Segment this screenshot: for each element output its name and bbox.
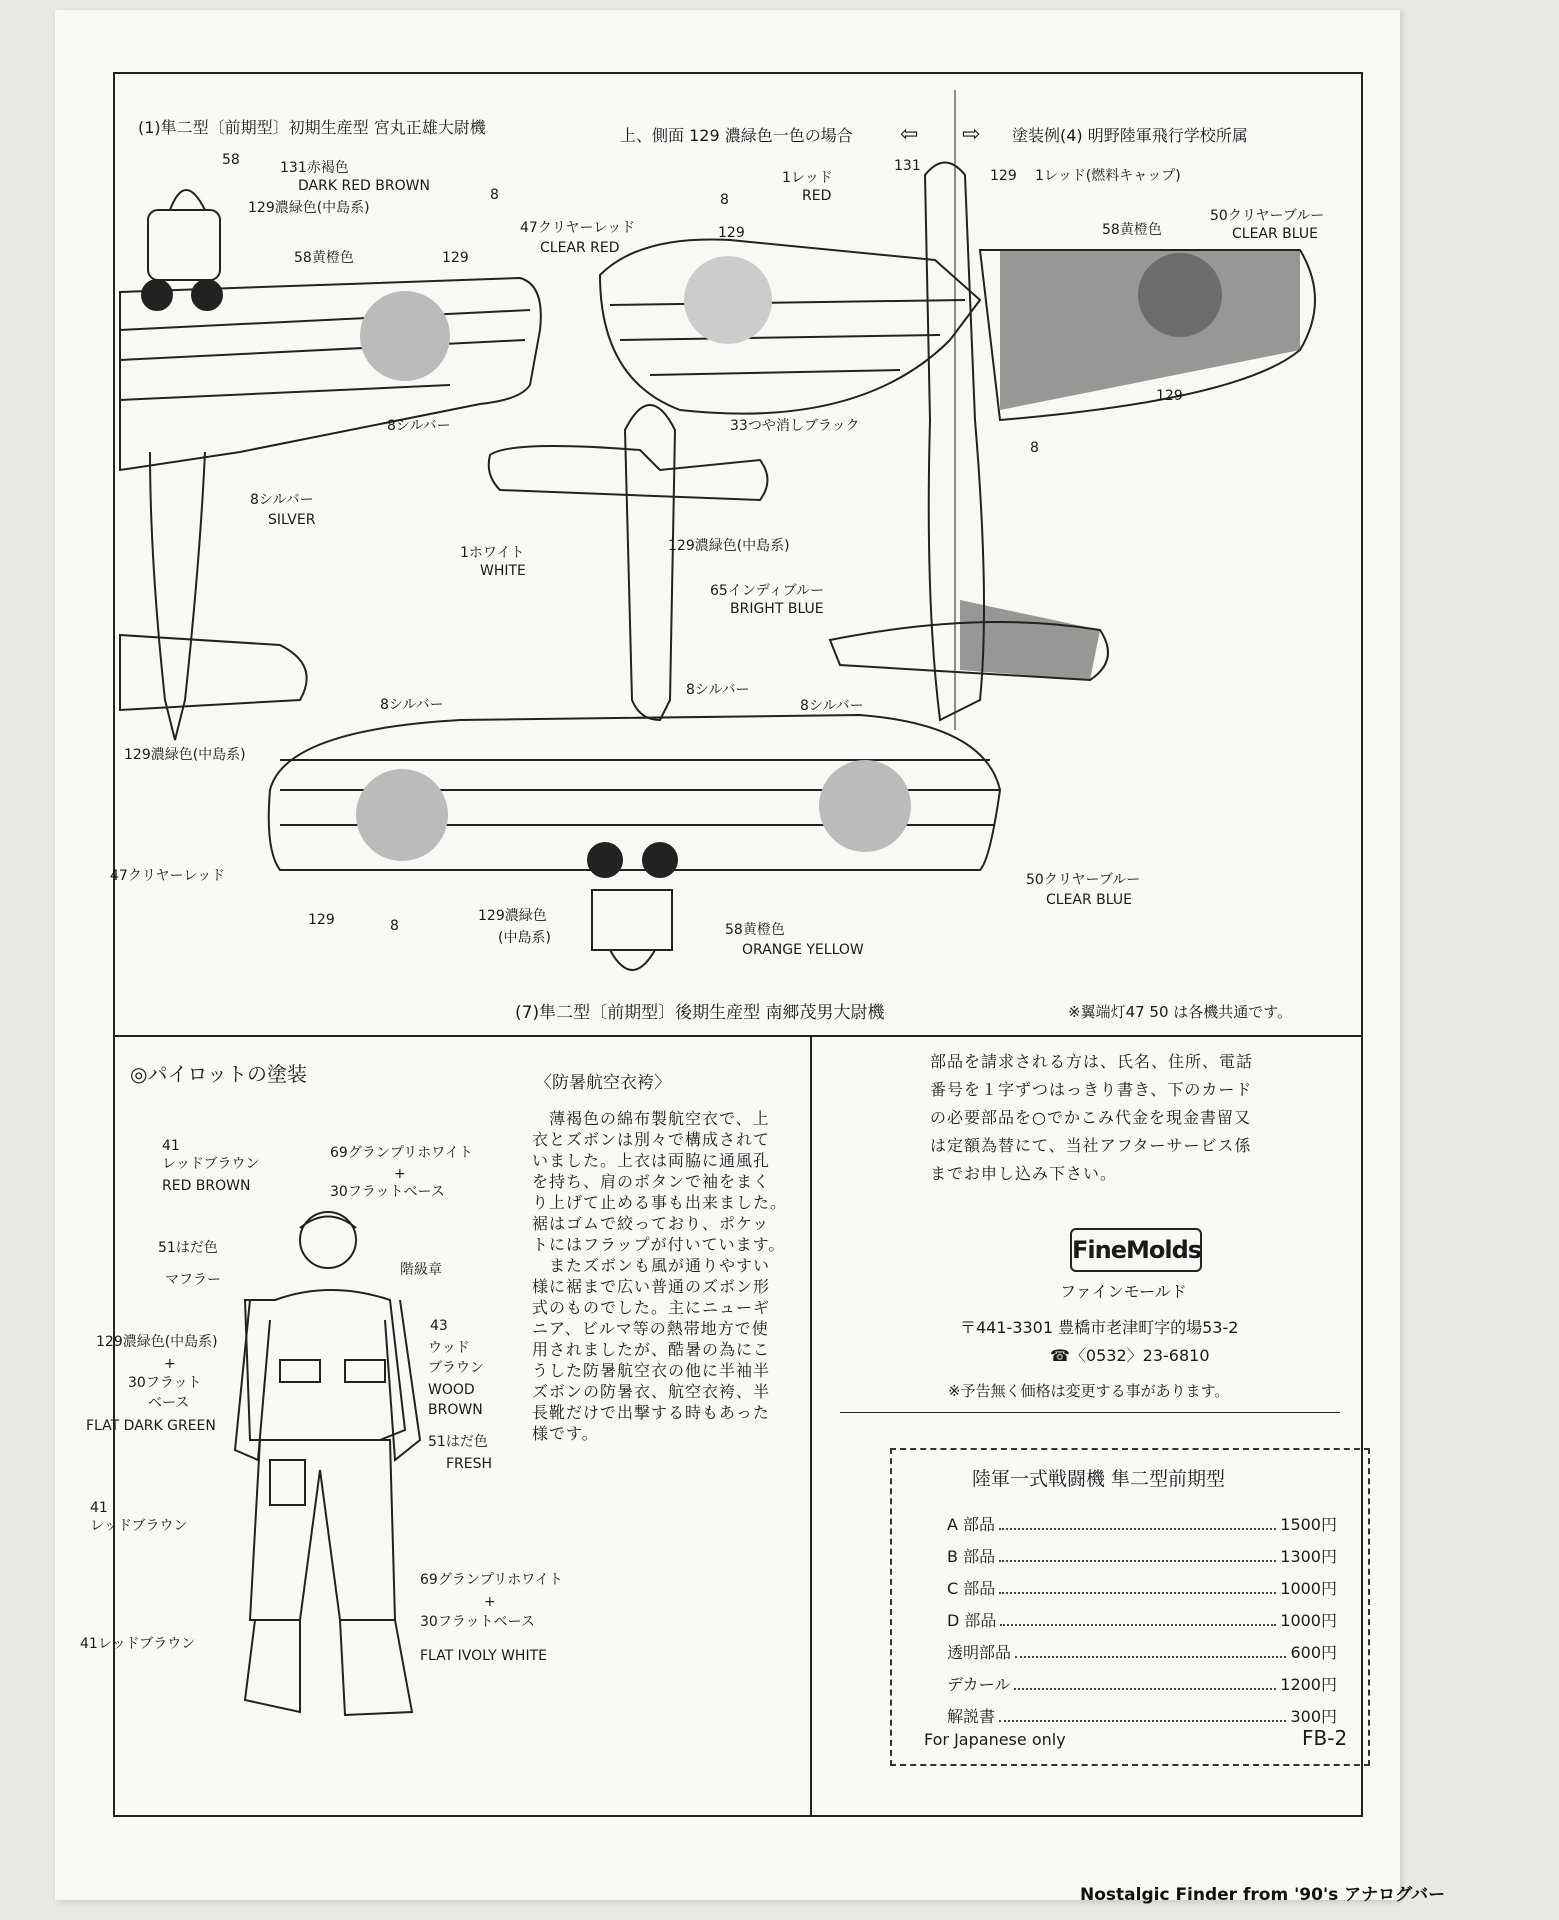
color-callout: ORANGE YELLOW: [742, 942, 864, 958]
price-item-price: 1000円: [1280, 1579, 1337, 1598]
color-callout: 129: [990, 168, 1017, 184]
pilot-color-label: +: [484, 1594, 496, 1610]
header-left-title: (1)隼二型〔前期型〕初期生産型 宮丸正雄大尉機: [138, 118, 486, 137]
price-row: [947, 1608, 1337, 1631]
leader-dots: [999, 1544, 1276, 1562]
summer-suit-line: 長靴だけで出撃する時もあった: [532, 1403, 770, 1422]
pilot-color-label: BROWN: [428, 1402, 483, 1418]
color-callout: 58: [222, 152, 240, 168]
wing-top-left: [120, 278, 541, 470]
summer-suit-line: 式のものでした。主にニューギ: [532, 1298, 771, 1317]
roundel-top-center: [684, 256, 772, 344]
color-callout: SILVER: [268, 512, 316, 528]
price-item-price: 1300円: [1280, 1547, 1337, 1566]
pilot-section-title: ◎パイロットの塗装: [130, 1062, 308, 1086]
color-callout: 1レッド(燃料キャップ): [1035, 168, 1181, 184]
price-item-price: 1000円: [1280, 1611, 1337, 1630]
color-callout: CLEAR RED: [540, 240, 620, 256]
color-callout: 47クリヤーレッド: [520, 220, 636, 236]
leader-dots: [1014, 1672, 1276, 1690]
summer-suit-line: を持ち、肩のボタンで袖をまく: [532, 1172, 771, 1191]
company-phone: ☎〈0532〉23-6810: [1050, 1346, 1210, 1365]
pilot-color-label: 69グランプリホワイト: [330, 1145, 473, 1161]
summer-suit-line: 衣とズボンは別々で構成されて: [532, 1130, 771, 1149]
pilot-color-label: 30フラットベース: [330, 1184, 445, 1200]
header-center-note: 上、側面 129 濃緑色一色の場合: [620, 126, 853, 145]
color-callout: 131: [894, 158, 921, 174]
price-row: [947, 1576, 1337, 1599]
color-callout: 129濃緑色(中島系): [124, 747, 246, 763]
summer-suit-title: 〈防暑航空衣袴〉: [535, 1073, 671, 1093]
pilot-figure: [235, 1212, 420, 1715]
company-name: ファインモールド: [1060, 1282, 1187, 1301]
color-callout: 1ホワイト: [460, 545, 525, 561]
price-item-name: 解説書: [947, 1707, 996, 1726]
color-callout: 8シルバー: [380, 697, 444, 713]
color-callout: 8: [490, 187, 499, 203]
price-card-footer-left: For Japanese only: [924, 1730, 1066, 1749]
summer-suit-line: うした防暑航空衣の他に半袖半: [532, 1361, 771, 1380]
order-line: は定額為替にて、当社アフターサービス係: [930, 1136, 1252, 1155]
leader-dots: [1015, 1640, 1286, 1658]
color-callout: 33つや消しブラック: [730, 418, 860, 434]
price-notice: ※予告無く価格は変更する事があります。: [948, 1382, 1230, 1400]
color-callout: BRIGHT BLUE: [730, 601, 824, 617]
pilot-color-label: FLAT IVOLY WHITE: [420, 1648, 547, 1664]
arrow-left-icon: ⇦: [900, 122, 919, 147]
watermark: Nostalgic Finder from '90's アナログバー: [1080, 1885, 1446, 1905]
price-item-price: 300円: [1290, 1707, 1337, 1726]
color-callout: CLEAR BLUE: [1232, 226, 1318, 242]
color-callout: 8: [390, 918, 399, 934]
color-callout: 50クリヤーブルー: [1026, 872, 1141, 888]
roundel-bottom-right: [819, 760, 911, 852]
pilot-color-label: 51はだ色: [158, 1240, 218, 1256]
summer-suit-line: 用されましたが、酷暑の為にこ: [532, 1340, 771, 1359]
wing-top-center: [600, 239, 980, 413]
pilot-color-label: 41: [162, 1138, 180, 1154]
color-callout: 8シルバー: [250, 492, 314, 508]
order-line: 部品を請求される方は、氏名、住所、電話: [930, 1052, 1254, 1071]
pilot-color-label: +: [394, 1166, 406, 1182]
pilot-color-label: レッドブラウン: [90, 1518, 188, 1534]
engine-bottom: [592, 890, 672, 950]
price-item-name: C 部品: [947, 1579, 996, 1598]
color-callout: (中島系): [498, 930, 551, 946]
color-callout: 129濃緑色(中島系): [668, 538, 790, 554]
color-callout: 8シルバー: [387, 418, 451, 434]
finemolds-logo: FineMolds: [1070, 1228, 1202, 1272]
fuselage-top-view: [625, 405, 675, 720]
pilot-color-label: 30フラット: [128, 1375, 202, 1391]
order-line: 番号を１字ずつはっきり書き、下のカード: [930, 1080, 1253, 1099]
pilot-color-label: 129濃緑色(中島系): [96, 1334, 218, 1350]
pilot-color-label: 43: [430, 1318, 448, 1334]
summer-suit-line: トにはフラップが付いています。: [532, 1235, 786, 1254]
pilot-color-label: WOOD: [428, 1382, 475, 1398]
color-callout: 8: [1030, 440, 1039, 456]
pilot-color-label: RED BROWN: [162, 1178, 251, 1194]
color-callout: 129: [718, 225, 745, 241]
color-callout: 58黄橙色: [725, 922, 785, 938]
order-line: の必要部品を○でかこみ代金を現金書留又: [930, 1108, 1251, 1127]
pilot-color-label: FRESH: [446, 1456, 493, 1472]
header-right-title: 塗装例(4) 明野陸軍飛行学校所属: [1012, 126, 1248, 145]
summer-suit-line: 様です。: [532, 1424, 599, 1443]
price-item-name: B 部品: [947, 1547, 996, 1566]
leader-dots: [1000, 1608, 1276, 1626]
color-callout: WHITE: [480, 563, 526, 579]
price-item-name: A 部品: [947, 1515, 996, 1534]
pilot-color-label: 41レッドブラウン: [80, 1636, 196, 1652]
leader-dots: [999, 1576, 1276, 1594]
color-callout: 47クリヤーレッド: [110, 868, 226, 884]
summer-suit-line: 様に裾まで広い普通のズボン形: [532, 1277, 771, 1296]
pilot-color-label: 30フラットベース: [420, 1614, 535, 1630]
summer-suit-line: 裾はゴムで絞っており、ポケッ: [532, 1214, 770, 1233]
pilot-color-label: +: [164, 1356, 176, 1372]
price-item-price: 1200円: [1280, 1675, 1337, 1694]
pilot-color-label: ベース: [148, 1395, 190, 1411]
summer-suit-text: [532, 1108, 832, 1444]
summer-suit-line: り上げて止める事も出来ました。: [532, 1193, 788, 1212]
pilot-color-label: FLAT DARK GREEN: [86, 1418, 216, 1434]
summer-suit-line: 薄褐色の綿布製航空衣で、上: [532, 1109, 770, 1128]
bottom-caption-left: (7)隼二型〔前期型〕後期生産型 南郷茂男大尉機: [515, 1003, 885, 1023]
price-row: [947, 1640, 1337, 1663]
tailplane-top: [489, 446, 768, 500]
pilot-color-label: レッドブラウン: [162, 1156, 260, 1172]
summer-suit-line: ニア、ビルマ等の熱帯地方で使: [532, 1319, 769, 1338]
price-card-footer-right: FB-2: [1302, 1726, 1348, 1750]
color-callout: 129: [308, 912, 335, 928]
color-callout: CLEAR BLUE: [1046, 892, 1132, 908]
color-callout: 65インディブルー: [710, 583, 825, 599]
fuselage-side-left: [150, 452, 205, 740]
leader-dots: [999, 1704, 1286, 1722]
price-row: [947, 1672, 1337, 1695]
summer-suit-line: またズボンも風が通りやすい: [532, 1256, 771, 1275]
pilot-color-label: ブラウン: [428, 1360, 484, 1376]
price-item-price: 600円: [1290, 1643, 1337, 1662]
price-row: [947, 1512, 1337, 1535]
pilot-color-label: ウッド: [428, 1340, 470, 1356]
price-item-name: デカール: [947, 1675, 1011, 1694]
pilot-color-label: マフラー: [165, 1272, 221, 1288]
price-row: [947, 1704, 1337, 1727]
pilot-color-label: 69グランプリホワイト: [420, 1572, 563, 1588]
color-callout: 50クリヤーブルー: [1210, 208, 1325, 224]
color-callout: 8: [720, 192, 729, 208]
summer-suit-line: ズボンの防暑衣、航空衣袴、半: [532, 1382, 771, 1401]
color-callout: 8シルバー: [686, 682, 750, 698]
roundel-top-left: [360, 291, 450, 381]
price-card: [890, 1448, 1370, 1766]
price-item-price: 1500円: [1280, 1515, 1337, 1534]
color-callout: RED: [802, 188, 832, 204]
engine-front: [148, 210, 220, 280]
color-callout: 8シルバー: [800, 698, 864, 714]
leader-dots: [999, 1512, 1276, 1530]
color-callout: 129濃緑色: [478, 908, 547, 924]
price-item-name: 透明部品: [947, 1643, 1012, 1662]
price-card-title: 陸軍一式戦闘機 隼二型前期型: [972, 1468, 1226, 1490]
color-callout: 58黄橙色: [294, 250, 354, 266]
color-callout: 58黄橙色: [1102, 222, 1162, 238]
price-item-name: D 部品: [947, 1611, 997, 1630]
color-callout: 129: [442, 250, 469, 266]
order-line: までお申し込み下さい。: [930, 1164, 1118, 1183]
price-row: [947, 1544, 1337, 1567]
color-callout: 129濃緑色(中島系): [248, 200, 370, 216]
pilot-color-label: 51はだ色: [428, 1434, 488, 1450]
order-instructions: [930, 1048, 1330, 1188]
roundel-bottom-left: [356, 769, 448, 861]
arrow-right-icon: ⇨: [962, 122, 981, 147]
pilot-color-label: 階級章: [400, 1262, 442, 1278]
bottom-caption-right: ※翼端灯47 50 は各機共通です。: [1068, 1003, 1293, 1021]
color-callout: DARK RED BROWN: [298, 178, 430, 194]
pilot-color-label: 41: [90, 1500, 108, 1516]
color-callout: 129: [1156, 388, 1183, 404]
summer-suit-line: いました。上衣は両脇に通風孔: [532, 1151, 771, 1170]
color-callout: 131赤褐色: [280, 160, 349, 176]
color-callout: 1レッド: [782, 170, 833, 186]
company-address: 〒441-3301 豊橋市老津町字的場53-2: [960, 1318, 1239, 1337]
